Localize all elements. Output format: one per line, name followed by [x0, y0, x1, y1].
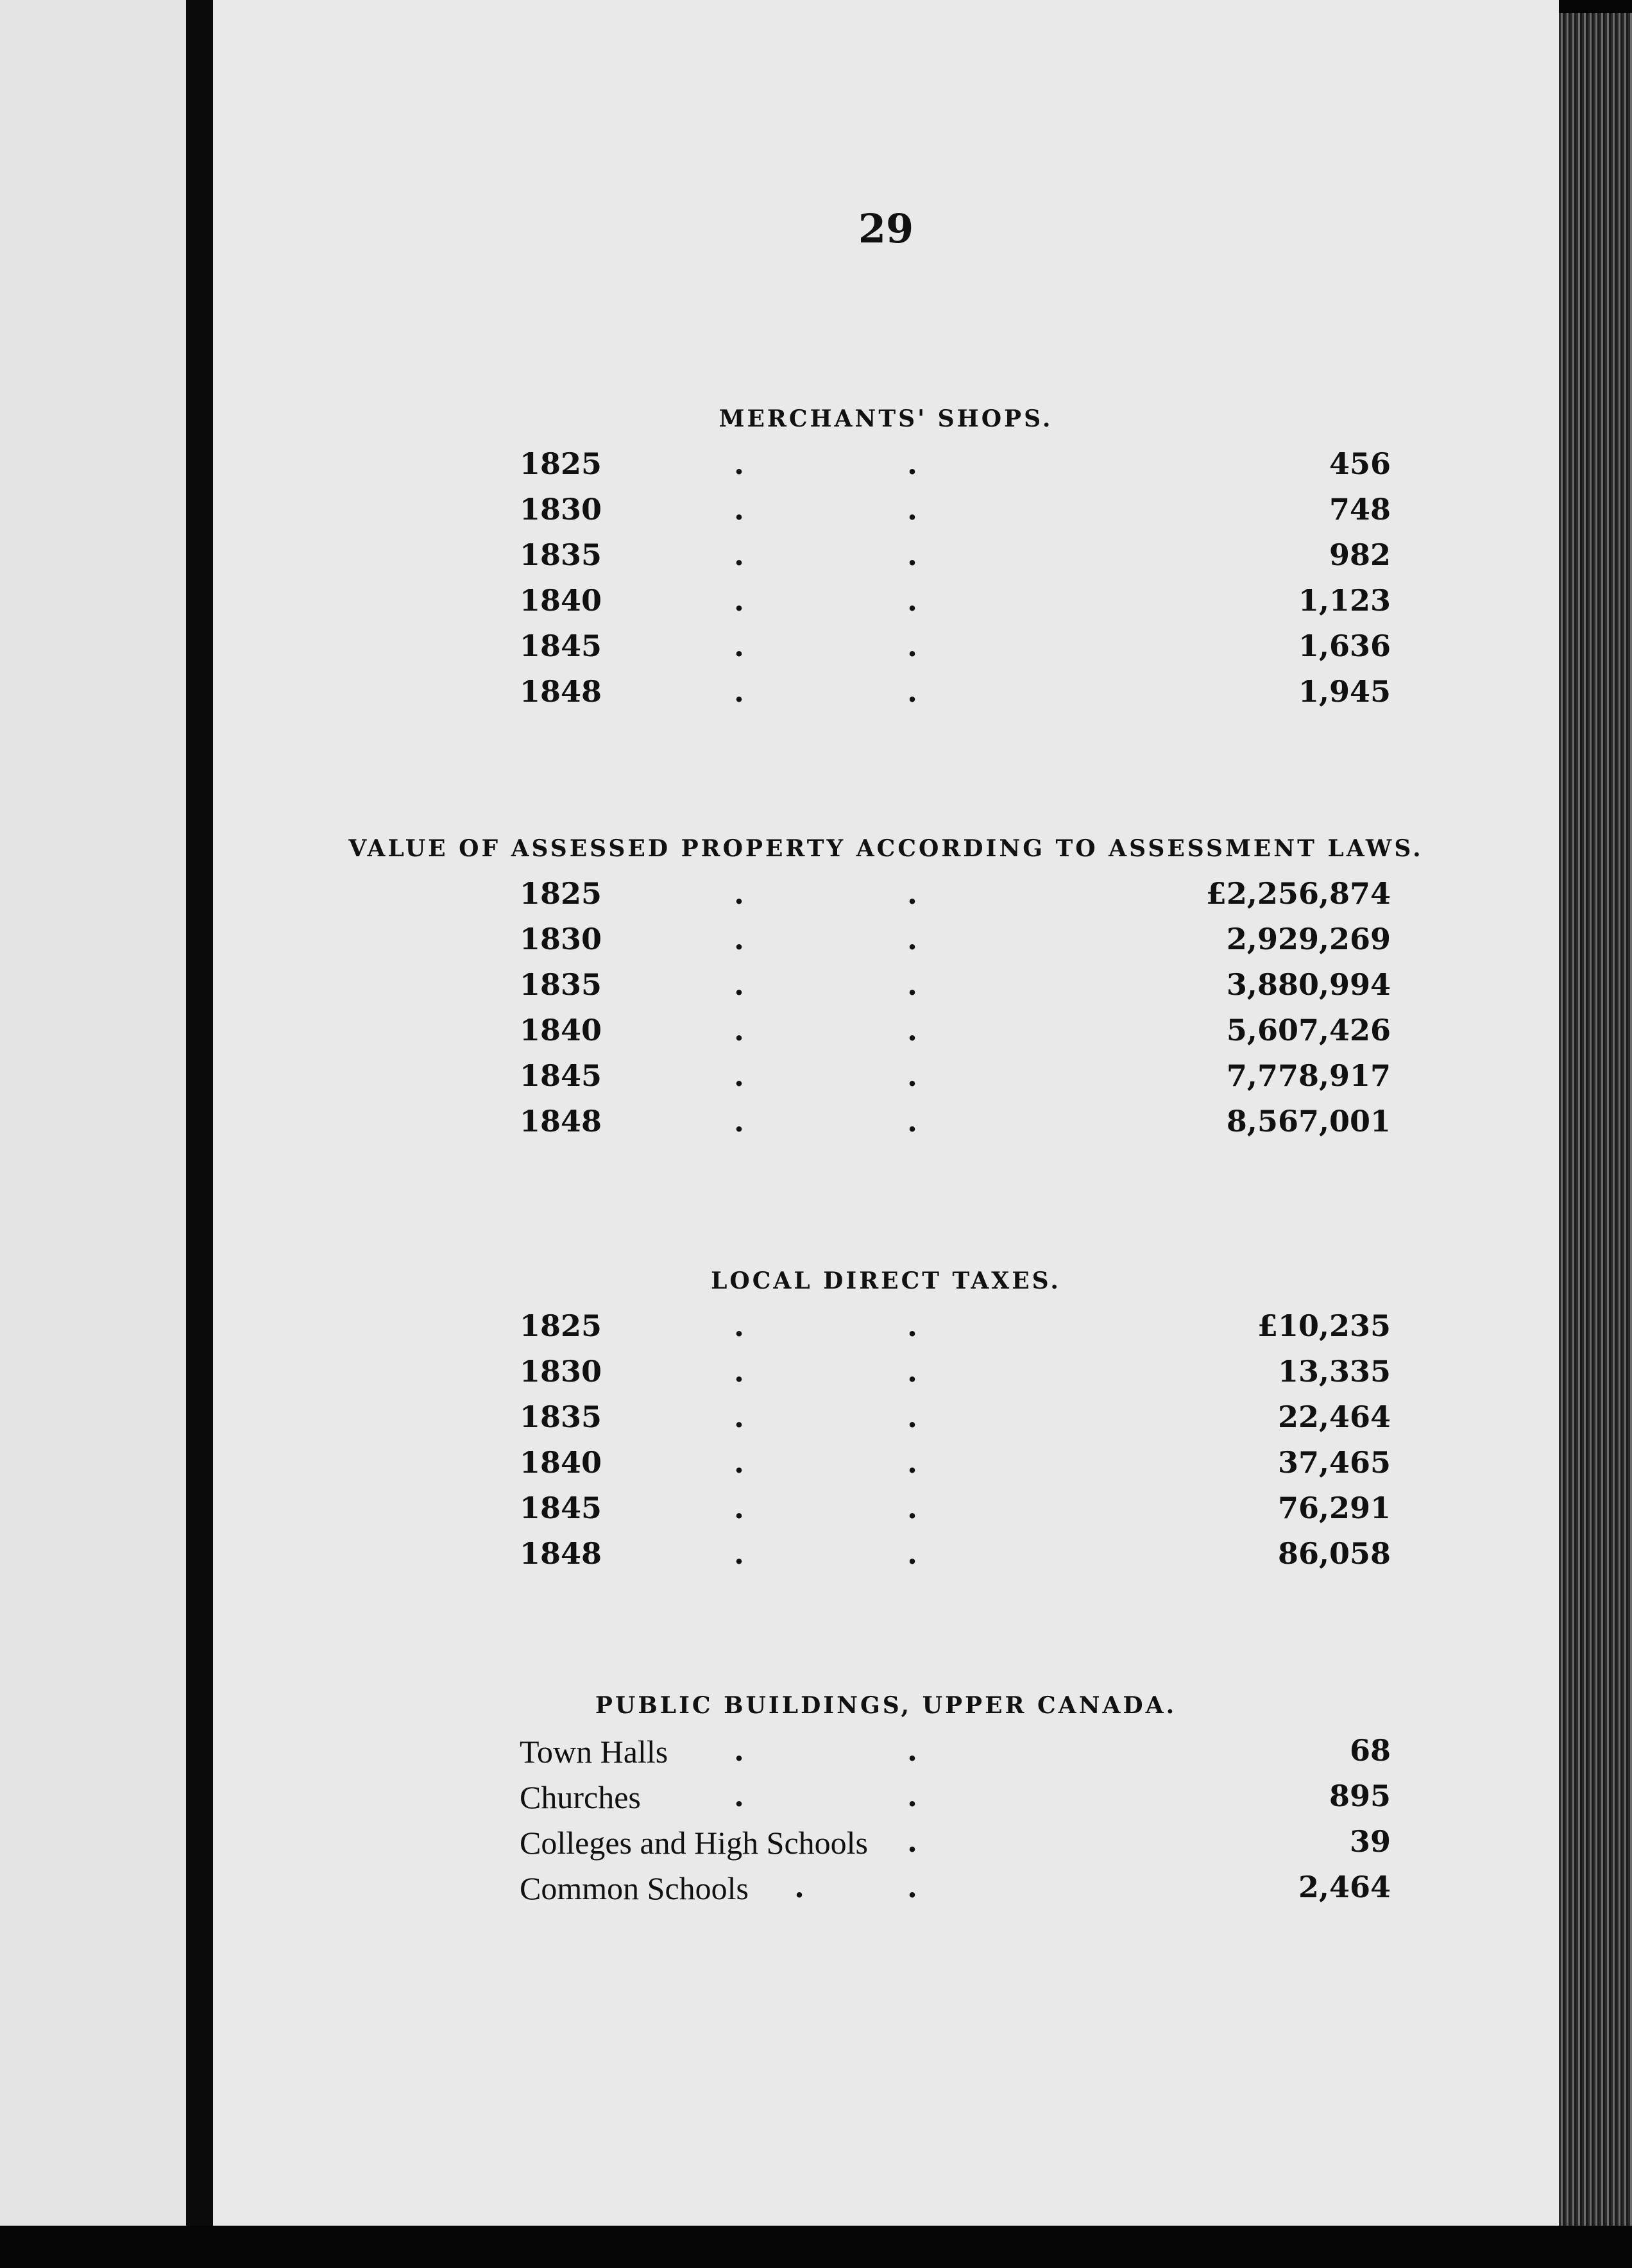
row-year: 1835	[520, 537, 602, 572]
page-number: 29	[858, 205, 914, 252]
row-value: 982	[1329, 537, 1391, 572]
row-value: 456	[1329, 446, 1391, 481]
row-value: 2,464	[1298, 1870, 1391, 1904]
row-label: Town Halls	[520, 1734, 668, 1770]
leader-dot: .	[907, 629, 918, 663]
leader-dot: .	[734, 1536, 745, 1571]
leader-dot: .	[907, 446, 918, 481]
table-row	[213, 1400, 1559, 1445]
row-year: 1845	[520, 629, 602, 663]
row-value: 68	[1349, 1733, 1391, 1768]
row-value: 39	[1349, 1824, 1391, 1859]
leader-dot: .	[734, 1058, 745, 1093]
row-value: £2,256,874	[1205, 876, 1391, 911]
table-row	[213, 1824, 1559, 1870]
page	[213, 0, 1559, 2226]
leader-dot: .	[907, 583, 918, 618]
book-gutter	[186, 0, 213, 2268]
table-row	[213, 1536, 1559, 1582]
leader-dot: .	[734, 1400, 745, 1434]
section-title: VALUE OF ASSESSED PROPERTY ACCORDING TO ASSESSMENT LAWS.	[348, 835, 1424, 862]
leader-dot: .	[734, 1013, 745, 1047]
row-value: 22,464	[1277, 1400, 1391, 1434]
row-year: 1848	[520, 1536, 602, 1571]
leader-dot: .	[907, 967, 918, 1002]
leader-dot: .	[907, 1400, 918, 1434]
leader-dot: .	[734, 967, 745, 1002]
row-year: 1848	[520, 1104, 602, 1138]
row-year: 1825	[520, 446, 602, 481]
leader-dot: .	[907, 1536, 918, 1571]
leader-dot: .	[907, 1058, 918, 1093]
section-title: MERCHANTS' SHOPS.	[718, 405, 1053, 432]
page-edges	[1559, 13, 1632, 2232]
leader-dot: .	[734, 537, 745, 572]
leader-dot: .	[734, 446, 745, 481]
table-row	[213, 1058, 1559, 1104]
section-merchants-shops	[213, 405, 1559, 720]
row-label: Common Schools	[520, 1870, 749, 1906]
row-year: 1825	[520, 1308, 602, 1343]
leader-dot: .	[907, 1491, 918, 1525]
row-value: 2,929,269	[1226, 922, 1391, 956]
row-value: 86,058	[1277, 1536, 1391, 1571]
leader-dot: .	[907, 876, 918, 911]
table-row	[213, 1013, 1559, 1058]
leader-dot: .	[907, 922, 918, 956]
row-year: 1848	[520, 674, 602, 709]
row-value: 5,607,426	[1226, 1013, 1391, 1047]
row-year: 1845	[520, 1491, 602, 1525]
row-year: 1835	[520, 1400, 602, 1434]
table-row	[213, 1445, 1559, 1491]
leader-dot: .	[734, 922, 745, 956]
leader-dot: .	[907, 492, 918, 527]
table-row	[213, 967, 1559, 1013]
row-year: 1825	[520, 876, 602, 911]
row-value: 1,636	[1298, 629, 1391, 663]
leader-dot: .	[734, 1491, 745, 1525]
leader-dot: .	[734, 1354, 745, 1389]
leader-dot: .	[734, 1104, 745, 1138]
row-value: 76,291	[1277, 1491, 1391, 1525]
table-row	[213, 1733, 1559, 1779]
scan-border	[0, 2226, 1632, 2268]
leader-dot: .	[734, 1445, 745, 1480]
leader-dot: .	[734, 1308, 745, 1343]
row-label: Colleges and High Schools	[520, 1825, 869, 1861]
table-row	[213, 876, 1559, 922]
table-row	[213, 1870, 1559, 1915]
section-title: PUBLIC BUILDINGS, UPPER CANADA.	[595, 1692, 1177, 1719]
table-row	[213, 1491, 1559, 1536]
leader-dot: .	[907, 1779, 918, 1813]
table-row	[213, 674, 1559, 720]
row-value: 1,945	[1298, 674, 1391, 709]
row-year: 1835	[520, 967, 602, 1002]
leader-dot: .	[907, 1013, 918, 1047]
row-value: 1,123	[1298, 583, 1391, 618]
row-value: 37,465	[1277, 1445, 1391, 1480]
leader-dot: .	[907, 537, 918, 572]
leader-dot: .	[907, 674, 918, 709]
table-row	[213, 1779, 1559, 1824]
row-year: 1845	[520, 1058, 602, 1093]
leader-dot: .	[907, 1445, 918, 1480]
leader-dot: .	[907, 1308, 918, 1343]
table-row	[213, 446, 1559, 492]
leader-dot: .	[907, 1104, 918, 1138]
row-value: 13,335	[1277, 1354, 1391, 1389]
leader-dot: .	[907, 1354, 918, 1389]
leader-dot: .	[734, 1733, 745, 1768]
row-year: 1830	[520, 492, 602, 527]
row-year: 1840	[520, 583, 602, 618]
section-local-direct-taxes	[213, 1267, 1559, 1582]
section-public-buildings	[213, 1692, 1559, 1915]
facing-page	[0, 0, 186, 2232]
leader-dot: .	[734, 876, 745, 911]
row-value: 748	[1329, 492, 1391, 527]
section-title: LOCAL DIRECT TAXES.	[711, 1267, 1061, 1294]
table-row	[213, 492, 1559, 537]
row-value: 8,567,001	[1226, 1104, 1391, 1138]
leader-dot: .	[907, 1733, 918, 1768]
row-year: 1830	[520, 922, 602, 956]
leader-dot: .	[794, 1870, 805, 1904]
row-value: £10,235	[1257, 1308, 1391, 1343]
table-row	[213, 537, 1559, 583]
row-value: 3,880,994	[1226, 967, 1391, 1002]
section-assessed-property	[213, 835, 1559, 1149]
table-row	[213, 922, 1559, 967]
row-value: 7,778,917	[1226, 1058, 1391, 1093]
table-row	[213, 629, 1559, 674]
table-row	[213, 1308, 1559, 1354]
row-year: 1840	[520, 1445, 602, 1480]
row-label: Churches	[520, 1779, 641, 1815]
row-year: 1840	[520, 1013, 602, 1047]
leader-dot: .	[734, 674, 745, 709]
leader-dot: .	[907, 1870, 918, 1904]
leader-dot: .	[734, 1779, 745, 1813]
row-value: 895	[1329, 1779, 1391, 1813]
leader-dot: .	[734, 629, 745, 663]
table-row	[213, 1104, 1559, 1149]
leader-dot: .	[907, 1824, 918, 1859]
leader-dot: .	[734, 583, 745, 618]
row-year: 1830	[520, 1354, 602, 1389]
table-row	[213, 1354, 1559, 1400]
leader-dot: .	[734, 492, 745, 527]
table-row	[213, 583, 1559, 629]
